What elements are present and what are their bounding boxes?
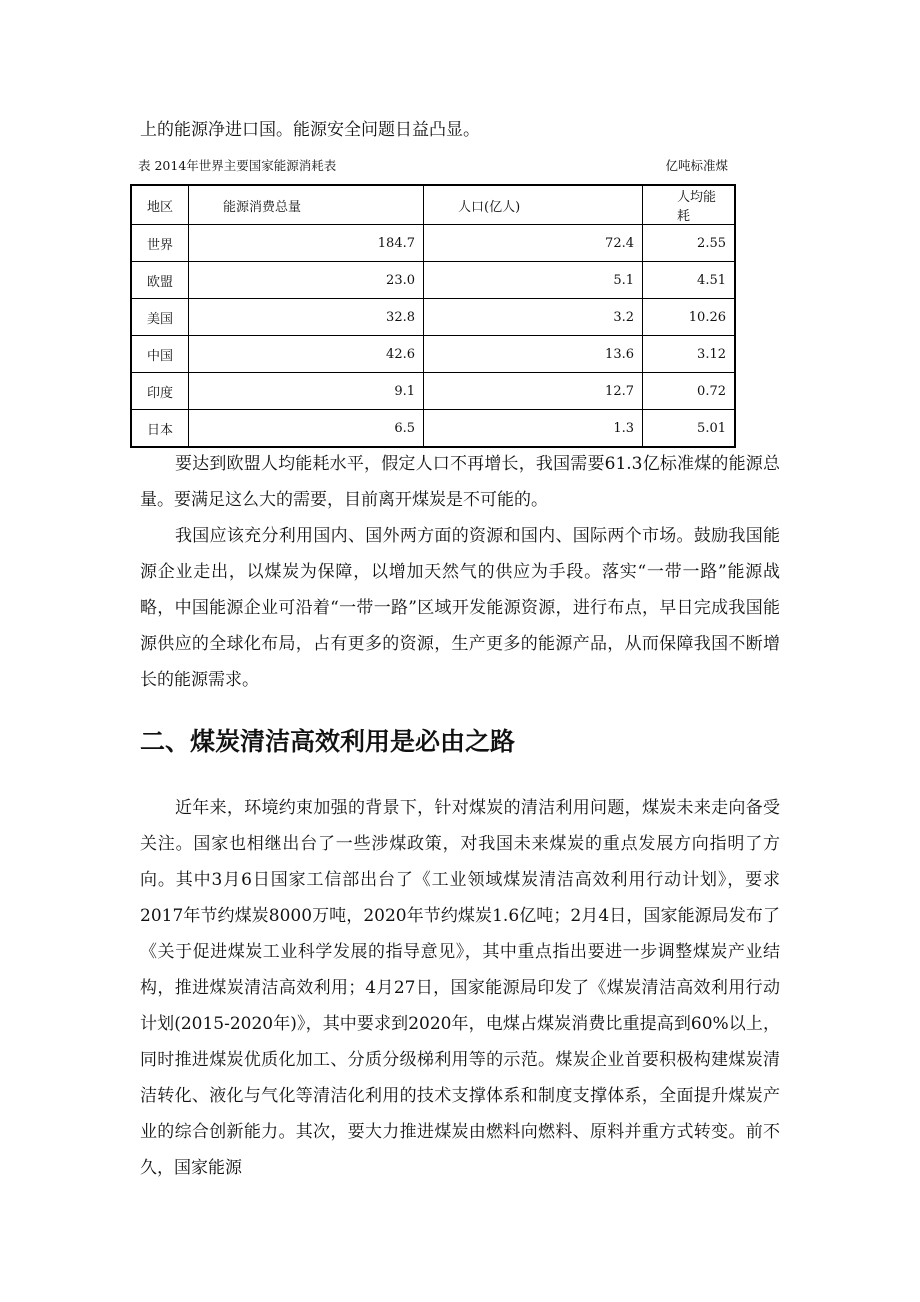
cell-region: 日本 [131,410,189,448]
cell-per-capita: 0.72 [643,373,736,410]
cell-population: 3.2 [424,299,643,336]
cell-total: 23.0 [189,262,424,299]
cell-per-capita: 5.01 [643,410,736,448]
cell-per-capita: 2.55 [643,225,736,262]
cell-population: 13.6 [424,336,643,373]
cell-total: 184.7 [189,225,424,262]
paragraph-eu-target: 要达到欧盟人均能耗水平，假定人口不再增长，我国需要61.3亿标准煤的能源总量。要满足这么大的需要，目前离开煤炭是不可能的。 [140,454,780,510]
table-row [131,299,735,336]
table-row [131,410,735,448]
table-unit: 亿吨标准煤 [665,158,728,173]
cell-population: 72.4 [424,225,643,262]
cell-region: 世界 [131,225,189,262]
header-population: 人口(亿人) [424,185,643,225]
paragraph-global-strategy: 我国应该充分利用国内、国外两方面的资源和国内、国际两个市场。鼓励我国能源企业走出，以煤炭为保障，以增加天然气的供应为手段。落实“一带一路”能源战略，中国能源企业可沿着“一带一路”区域开发能源资源，进行布点，早日完成我国能源供应的全球化布局，占有更多的资源，生产更多的能源产品，从而保障我国不断增长的能源需求。 [140,526,780,690]
header-total-consumption: 能源消费总量 [189,185,424,225]
cell-total: 42.6 [189,336,424,373]
cell-per-capita: 4.51 [643,262,736,299]
table-header-row [131,185,735,225]
cell-per-capita: 3.12 [643,336,736,373]
cell-per-capita: 10.26 [643,299,736,336]
cell-total: 9.1 [189,373,424,410]
table-row [131,373,735,410]
table-row [131,262,735,299]
cell-region: 中国 [131,336,189,373]
cell-region: 欧盟 [131,262,189,299]
header-region: 地区 [131,185,189,225]
header-per-capita: 人均能耗 [643,185,736,225]
table-caption: 表 2014年世界主要国家能源消耗表 [138,158,337,173]
cell-total: 32.8 [189,299,424,336]
table-row [131,336,735,373]
cell-population: 1.3 [424,410,643,448]
table-caption-row [138,156,728,174]
intro-line: 上的能源净进口国。能源安全问题日益凸显。 [140,120,480,140]
table-row [131,225,735,262]
cell-region: 印度 [131,373,189,410]
cell-region: 美国 [131,299,189,336]
cell-total: 6.5 [189,410,424,448]
cell-population: 5.1 [424,262,643,299]
energy-consumption-table [130,184,736,448]
paragraph-clean-coal: 近年来，环境约束加强的背景下，针对煤炭的清洁利用问题，煤炭未来走向备受关注。国家也相继出台了一些涉煤政策，对我国未来煤炭的重点发展方向指明了方向。其中3月6日国家工信部出台了《工业领域煤炭清洁高效利用行动计划》，要求2017年节约煤炭8000万吨，2020年节约煤炭1.6亿吨；2月4日，国家能源局发布了《关于促进煤炭工业科学发展的指导意见》，其中重点指出要进一步调整煤炭产业结构，推进煤炭清洁高效利用；4月27日，国家能源局印发了《煤炭清洁高效利用行动计划(2015-2020年)》，其中要求到2020年，电煤占煤炭消费比重提高到60%以上，同时推进煤炭优质化加工、分质分级梯利用等的示范。煤炭企业首要积极构建煤炭清洁转化、液化与气化等清洁化利用的技术支撑体系和制度支撑体系，全面提升煤炭产业的综合创新能力。其次，要大力推进煤炭由燃料向燃料、原料并重方式转变。前不久，国家能源 [140,798,780,1178]
cell-population: 12.7 [424,373,643,410]
section-heading: 二、煤炭清洁高效利用是必由之路 [140,727,516,756]
